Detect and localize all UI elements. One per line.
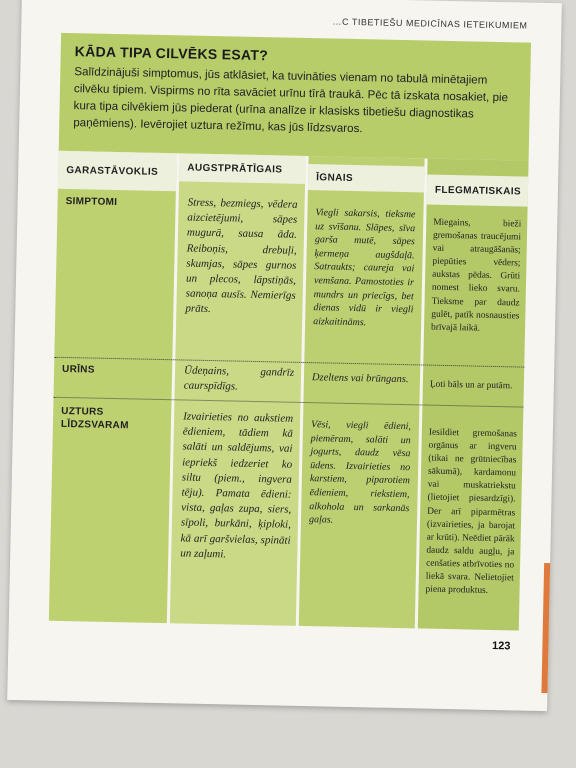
header-flegmatiskais: FLEGMATISKAIS — [427, 175, 529, 207]
row-label-simptomi: SIMPTOMI — [65, 195, 118, 209]
header-ignais: ĪGNAIS — [308, 164, 425, 192]
cell-uzturs-augstpratigais: Izvairieties no aukstiem ēdieniem, tādiem kā salāti un saldējums, vai iepriekš iedzeriet ko siltu (piem., ingvera tēju). Pamata ēdieni: vista, gaļas zupa, siers, sīpoli, burkāni, ķiploki, kā arī garšvielas, spināti un zaļumi. — [180, 410, 294, 561]
cell-urins-ignais: Dzeltens vai brūngans. — [311, 372, 409, 386]
cell-simptomi-flegmatiskais: Miegains, bieži gremošanas traucējumi vai atraugāšanās; piepūties vēders; aukstas pēdas. Grūti nomest lieko svaru. Tieksme par daudz gulēt, patīk nosnausties brīvajā laikā. — [430, 217, 522, 334]
row-label-uzturs: UZTURS LĪDZSVARAM — [60, 405, 129, 432]
page-number: 123 — [491, 639, 511, 653]
cell-uzturs-flegmatiskais: Iesildiet gremošanas orgānus ar ingveru (tikai ne grūtniecības sākumā), kardamonu vai muskatriekstu (lietojiet piesardzīgi). Der arī piparmētras (izvairieties, ja barojat ar krūti). Neēdiet pārāk daudz saldu augļu, ja cenšaties atbrīvoties no liekā svara. Nelietojiet piena produktus. — [425, 427, 517, 597]
running-head: …C TIBETIEŠU MEDICĪNAS IETEIKUMIEM — [332, 16, 528, 31]
page-edge-tab — [541, 563, 550, 693]
cell-simptomi-ignais: Viegli sakarsis, tieksme uz svīšanu. Slāpes, sīva garša mutē, sāpes ķermeņa augšdaļā. Satraukts; caureja vai vemšana. Pamostoties ir mundrs un priecīgs, bet dienas vidū ir viegli aizkaitināms. — [313, 207, 416, 329]
header-augstpratigais: AUGSTPRĀTĪGAIS — [179, 153, 306, 184]
cell-simptomi-augstpratigais: Stress, bezmiegs, vēdera aizcietējumi, sāpes mugurā, sausa āda. Reiboņis, drebuļi, skumjas, sāpes gurnos un plecos, lāpstiņās, sanoņa ausīs. Nemierīgs prāts. — [185, 196, 298, 316]
header-garastavoklis: GARASTĀVOKLIS — [58, 151, 177, 191]
cell-urins-flegmatiskais: Ļoti bāls un ar putām. — [429, 379, 513, 392]
intro-box — [59, 33, 531, 161]
column-bg-label — [49, 151, 177, 623]
cell-urins-augstpratigais: Ūdeņains, gandrīz caurspīdīgs. — [183, 364, 295, 393]
intro-title: KĀDA TIPA CILVĒKS ESAT? — [74, 43, 269, 64]
book-page — [7, 0, 562, 711]
temperament-table — [49, 151, 529, 631]
cell-uzturs-ignais: Vēsi, viegli ēdieni, piemēram, salāti un jogurts, daudz vēsa ūdens. Izvairieties no karstiem, piparotiem ēdieniem, riekstiem, alkohola un sarkanās gaļas. — [308, 419, 412, 526]
row-label-urins: URĪNS — [61, 363, 95, 376]
intro-text: Salīdzinājuši simptomus, jūs atklāsiet, ka tuvināties vienam no tabulā minētajiem cilvēku tipiem. Vispirms no rīta savāciet urīnu tīrā traukā. Pēc tā izskata nosakiet, pie kura tipa cilvēkiem jūs piederat (urīna analīze ir klasisks tibetiešu diagnostikas paņēmiens). Ievērojiet uztura režīmu, kas jūs līdzsvaros. — [73, 65, 509, 136]
